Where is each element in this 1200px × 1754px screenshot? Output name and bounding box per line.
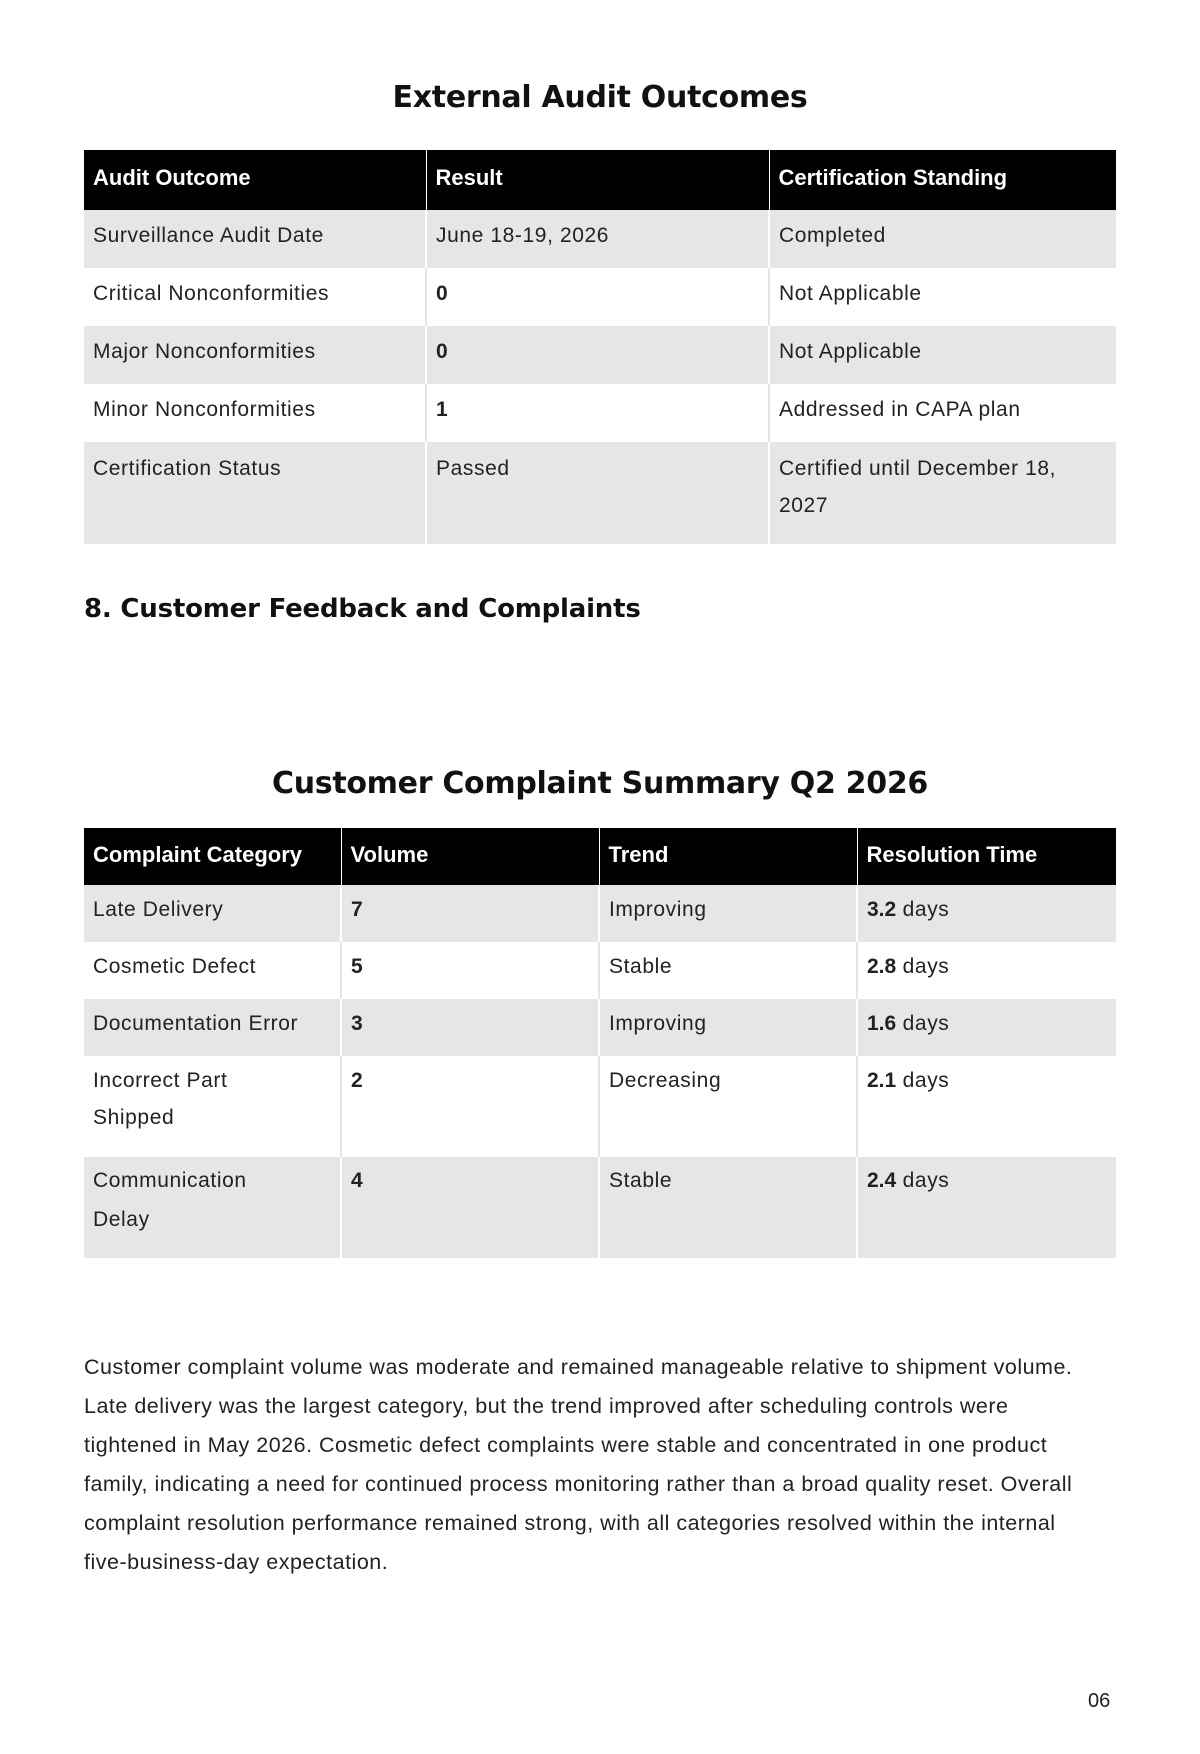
category-cell: Cosmetic Defect: [84, 942, 341, 999]
header-result: Result: [426, 150, 769, 210]
table-row: [84, 268, 1116, 326]
resolution-value: 2.8: [867, 955, 897, 978]
header-certification-standing: Certification Standing: [769, 150, 1116, 210]
volume-cell: 7: [341, 885, 599, 942]
table-row: [84, 942, 1116, 999]
resolution-unit: days: [902, 955, 950, 978]
resolution-unit: days: [902, 1069, 950, 1092]
complaint-summary-table: [84, 828, 1116, 1258]
table-row: [84, 210, 1116, 268]
resolution-cell: [857, 999, 1116, 1056]
resolution-cell: [857, 885, 1116, 942]
volume-cell: 5: [341, 942, 599, 999]
resolution-value: 1.6: [867, 1012, 897, 1035]
certification-standing-cell: Not Applicable: [769, 268, 1116, 326]
table-row: [84, 326, 1116, 384]
resolution-unit: days: [902, 1012, 950, 1035]
table-row: [84, 442, 1116, 544]
audit-outcomes-table: [84, 150, 1116, 544]
volume-cell: 4: [341, 1157, 599, 1258]
trend-cell: Decreasing: [599, 1056, 857, 1157]
certification-standing-cell: Completed: [769, 210, 1116, 268]
table-row: [84, 885, 1116, 942]
audit-outcome-cell: Certification Status: [84, 442, 426, 544]
trend-cell: Stable: [599, 1157, 857, 1258]
table-row: [84, 384, 1116, 442]
resolution-unit: days: [902, 898, 950, 921]
result-cell: 0: [426, 326, 769, 384]
table-header-row: [84, 828, 1116, 885]
category-cell: Late Delivery: [84, 885, 341, 942]
complaint-table-title: Customer Complaint Summary Q2 2026: [272, 766, 928, 801]
certification-standing-cell: Certified until December 18, 2027: [769, 442, 1116, 544]
resolution-cell: [857, 1157, 1116, 1258]
header-audit-outcome: Audit Outcome: [84, 150, 426, 210]
category-cell: Communication Delay: [84, 1157, 341, 1258]
table-row: [84, 1157, 1116, 1258]
resolution-unit: days: [902, 1169, 950, 1192]
resolution-value: 3.2: [867, 898, 897, 921]
summary-paragraph: Customer complaint volume was moderate and remained manageable relative to shipment volume. Late delivery was the largest category, but the trend improved after scheduling controls were tightened in May 2026. Cosmetic defect complaints were stable and concentrated in one product family, indicating a need for continued process monitoring rather than a broad quality reset. Overall complaint resolution performance remained strong, with all categories resolved within the internal five-business-day expectation.: [84, 1355, 1073, 1574]
resolution-cell: [857, 942, 1116, 999]
trend-cell: Stable: [599, 942, 857, 999]
table-row: [84, 999, 1116, 1056]
category-cell: Incorrect Part Shipped: [84, 1056, 341, 1157]
header-complaint-category: Complaint Category: [84, 828, 341, 885]
category-cell: Documentation Error: [84, 999, 341, 1056]
header-volume: Volume: [341, 828, 599, 885]
certification-standing-cell: Addressed in CAPA plan: [769, 384, 1116, 442]
trend-cell: Improving: [599, 885, 857, 942]
page-number: 06: [1088, 1690, 1111, 1712]
result-cell: 0: [426, 268, 769, 326]
section-heading: 8. Customer Feedback and Complaints: [84, 594, 641, 624]
volume-cell: 3: [341, 999, 599, 1056]
resolution-cell: [857, 1056, 1116, 1157]
table-header-row: [84, 150, 1116, 210]
result-cell: Passed: [426, 442, 769, 544]
certification-standing-cell: Not Applicable: [769, 326, 1116, 384]
header-trend: Trend: [599, 828, 857, 885]
result-cell: 1: [426, 384, 769, 442]
resolution-value: 2.1: [867, 1069, 897, 1092]
table-row: [84, 1056, 1116, 1157]
audit-outcome-cell: Surveillance Audit Date: [84, 210, 426, 268]
audit-outcome-cell: Minor Nonconformities: [84, 384, 426, 442]
resolution-value: 2.4: [867, 1169, 897, 1192]
volume-cell: 2: [341, 1056, 599, 1157]
audit-outcome-cell: Critical Nonconformities: [84, 268, 426, 326]
result-cell: June 18-19, 2026: [426, 210, 769, 268]
header-resolution-time: Resolution Time: [857, 828, 1116, 885]
trend-cell: Improving: [599, 999, 857, 1056]
audit-outcome-cell: Major Nonconformities: [84, 326, 426, 384]
audit-table-title: External Audit Outcomes: [392, 80, 808, 115]
